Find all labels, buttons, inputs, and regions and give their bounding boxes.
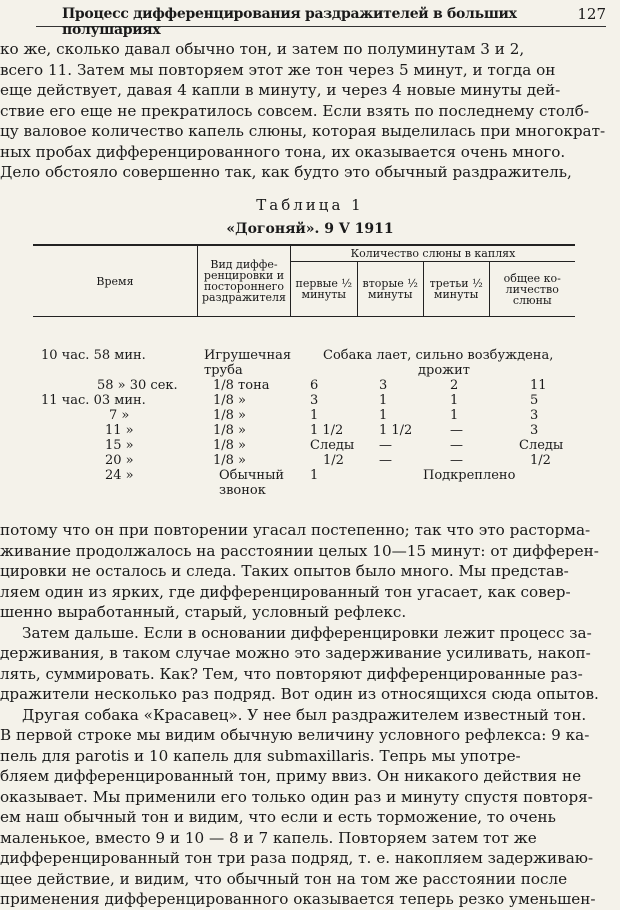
text-line: шенно выработанный, старый, условный рефлекс. xyxy=(0,603,407,621)
cell-value: 3 xyxy=(530,423,539,438)
text-line: лять, суммировать. Как? Тем, что повторяют дифференцированные раз- xyxy=(0,664,583,683)
cell-value: 1 xyxy=(310,468,319,483)
cell-value: 1 1/2 xyxy=(379,423,413,438)
text-line: оказывает. Мы применили его только один раз и минуту спустя повторя- xyxy=(0,787,593,806)
text-line: всего 11. Затем мы повторяем этот же тон через 5 минут, и тогда он xyxy=(0,60,556,79)
table-caption: Таблица 1 xyxy=(256,196,364,214)
table-body xyxy=(33,348,575,498)
text-line: маленькое, вместо 9 и 10 — 8 и 7 капель. Повторяем затем тот же xyxy=(0,828,537,847)
page-header xyxy=(36,4,606,38)
text-line: пель для parotis и 10 капель для submaxillaris. Тепрь мы употре- xyxy=(0,746,521,765)
col-header-group: Количество слюны в каплях xyxy=(291,245,576,262)
cell-diff: 1/8 » xyxy=(213,453,247,468)
cell-value: — xyxy=(450,453,463,468)
cell-value: 2 xyxy=(450,378,459,393)
col-header-c: третьи ½ минуты xyxy=(423,262,489,317)
col-header-time: Время xyxy=(33,245,198,317)
text-line: применения дифференцированного оказывается теперь резко уменьшен- xyxy=(0,890,596,908)
cell-value: 1/2 xyxy=(530,453,551,468)
table-row xyxy=(33,453,575,468)
paragraph-bottom xyxy=(0,520,620,910)
cell-note: дрожит xyxy=(418,363,470,378)
cell-value: 11 xyxy=(530,378,547,393)
col-header-diff: Вид диффе-ренцировки и постороннего раздражителя xyxy=(198,245,291,317)
table-row xyxy=(33,348,575,363)
cell-value: — xyxy=(379,438,392,453)
text-line: бляем дифференцированный тон, приму ввиз. Он никакого действия не xyxy=(0,767,582,785)
text-line: дифференцированный тон три раза подряд, т. е. накопляем задерживаю- xyxy=(0,849,594,867)
text-line: ных пробах дифференцированного тона, их оказывается очень много. xyxy=(0,142,566,161)
text-line: Затем дальше. Если в основании дифференцировки лежит процесс за- xyxy=(22,623,592,642)
cell-time: 20 » xyxy=(105,453,134,468)
cell-value: 5 xyxy=(530,393,539,408)
table-row xyxy=(33,468,575,483)
cell-diff: 1/8 » xyxy=(213,438,247,453)
text-line: держивания, в таком случае можно это задерживание усиливать, накоп- xyxy=(0,644,591,662)
text-line: ем наш обычный тон и видим, что если и есть торможение, то очень xyxy=(0,808,556,826)
cell-value: 6 xyxy=(310,378,319,393)
text-line: дражители несколько раз подряд. Вот один из относящихся сюда опытов. xyxy=(0,685,599,703)
cell-value: 1 xyxy=(310,408,319,423)
table-row xyxy=(33,408,575,423)
cell-time: 15 » xyxy=(105,438,134,453)
cell-diff: 1/8 тона xyxy=(213,378,270,393)
col-header-a: первые ½ минуты xyxy=(291,262,358,317)
table-row xyxy=(33,378,575,393)
text-line: живание продолжалось на расстоянии целых 10—15 минут: от дифферен- xyxy=(0,541,599,560)
text-line: цировки не осталось и следа. Таких опытов было много. Мы представ- xyxy=(0,562,569,580)
cell-value: 1 xyxy=(379,393,388,408)
cell-value: Следы xyxy=(310,438,355,453)
page-number: 127 xyxy=(577,5,606,23)
text-line: В первой строке мы видим обычную величину условного рефлекса: 9 ка- xyxy=(0,726,590,744)
table-row xyxy=(33,363,575,378)
cell-diff: 1/8 » xyxy=(213,408,247,423)
cell-diff: 1/8 » xyxy=(213,423,247,438)
cell-value: 3 xyxy=(310,393,319,408)
cell-diff: звонок xyxy=(219,483,266,498)
cell-time: 10 час. 58 мин. xyxy=(41,348,146,363)
cell-diff: Игрушечная xyxy=(204,348,292,363)
text-line: потому что он при повторении угасал постепенно; так что это растормa- xyxy=(0,521,591,539)
text-line: щее действие, и видим, что обычный тон на том же расстоянии после xyxy=(0,869,568,888)
cell-value: 1 1/2 xyxy=(310,423,344,438)
col-header-b: вторые ½ минуты xyxy=(357,262,423,317)
col-header-d: общее ко-личество слюны xyxy=(489,262,575,317)
cell-value: 1 xyxy=(450,408,459,423)
cell-time: 7 » xyxy=(109,408,130,423)
text-line: ко же, сколько давал обычно тон, и затем по полуминутам 3 и 2, xyxy=(0,40,525,58)
cell-diff: труба xyxy=(204,363,243,378)
table-subtitle: «Догоняй». 9 V 1911 xyxy=(226,221,394,237)
running-title: Процесс дифференцирования раздражителей в больших полушариях xyxy=(62,6,517,38)
cell-time: 11 час. 03 мин. xyxy=(41,393,146,408)
text-line: Дело обстояло совершенно так, как будто это обычный раздражитель, xyxy=(0,163,572,181)
cell-time: 58 » 30 сек. xyxy=(97,378,178,393)
cell-note: Подкреплено xyxy=(423,468,516,483)
cell-value: — xyxy=(450,423,463,438)
cell-value: 3 xyxy=(530,408,539,423)
cell-diff: 1/8 » xyxy=(213,393,247,408)
text-line: ствие его еще не прекратилось совсем. Если взять по последнему столб- xyxy=(0,101,589,120)
cell-time: 24 » xyxy=(105,468,134,483)
cell-value: 3 xyxy=(379,378,388,393)
table-row xyxy=(33,483,575,498)
table-row xyxy=(33,423,575,438)
cell-value: — xyxy=(379,453,392,468)
cell-value: 1 xyxy=(450,393,459,408)
cell-diff: Обычный xyxy=(219,468,285,483)
text-line: Другая собака «Красавец». У нее был раздражителем известный тон. xyxy=(22,705,587,724)
cell-note: Собака лает, сильно возбуждена, xyxy=(323,348,554,363)
text-line: цу валовое количество капель слюны, которая выделилась при многократ- xyxy=(0,122,606,140)
table-row xyxy=(33,438,575,453)
cell-time: 11 » xyxy=(105,423,134,438)
cell-value: 1/2 xyxy=(323,453,344,468)
text-line: ляем один из ярких, где дифференцированный тон угасает, как совер- xyxy=(0,582,571,601)
cell-value: 1 xyxy=(379,408,388,423)
table-row xyxy=(33,393,575,408)
cell-value: — xyxy=(450,438,463,453)
text-line: еще действует, давая 4 капли в минуту, и через 4 новые минуты дей- xyxy=(0,81,561,99)
cell-value: Следы xyxy=(519,438,564,453)
data-table-header xyxy=(33,244,575,317)
paragraph-top xyxy=(0,39,620,183)
